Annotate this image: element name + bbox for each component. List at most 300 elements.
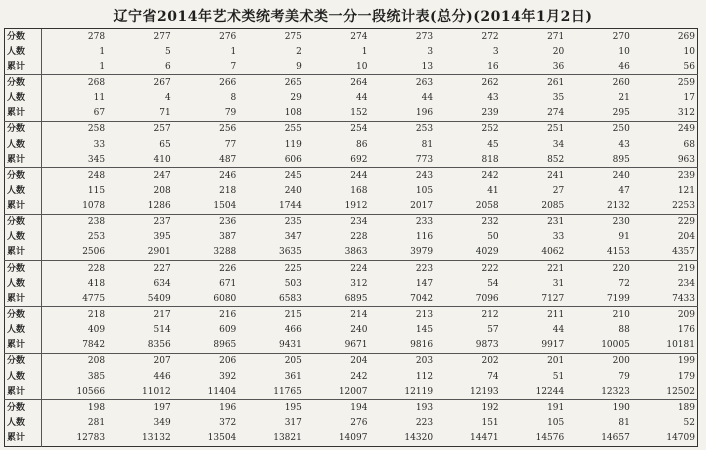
- scores-row: [5, 353, 698, 369]
- count-cell: 409: [42, 323, 108, 338]
- cumulative-cell: 895: [612, 154, 630, 165]
- score-cell: 270: [566, 29, 632, 45]
- cumulative-cell: 2253: [672, 201, 695, 212]
- score-cell: 245: [238, 168, 304, 184]
- score-cell: 220: [566, 261, 632, 277]
- row-label-score: 分数: [5, 75, 42, 91]
- count-cell: 57: [487, 325, 499, 336]
- score-cell: 272: [435, 29, 501, 45]
- count-cell: 361: [284, 371, 302, 382]
- score-cell: 278: [42, 29, 108, 45]
- score-cell: 218: [42, 307, 108, 323]
- count-cell: 385: [42, 369, 108, 384]
- cumulative-cell: 13821: [273, 433, 302, 444]
- cumulative-cell: 1912: [344, 201, 368, 212]
- cumulative-cell: 8356: [147, 340, 171, 351]
- row-label-cumulative: 累计: [7, 293, 26, 304]
- counts-row: [5, 183, 698, 198]
- cumulative-cell: 3863: [344, 247, 368, 258]
- count-cell: 21: [618, 93, 630, 104]
- score-cell: 199: [632, 353, 698, 369]
- cumulative-cell: 6080: [213, 293, 237, 304]
- cumulative-cell: 12119: [404, 386, 434, 397]
- score-cell: 228: [42, 261, 108, 277]
- cumulative-cell: 9671: [344, 340, 368, 351]
- row-label-cumulative: 累计: [7, 201, 26, 212]
- count-cell: 3: [492, 46, 499, 57]
- page-title: 辽宁省2014年艺术类统考美术类一分一段统计表(总分)(2014年1月2日): [113, 9, 593, 25]
- score-cell: 210: [566, 307, 632, 323]
- score-cell: 212: [435, 307, 501, 323]
- row-label-count: 人数: [7, 371, 26, 382]
- score-cell: 247: [107, 168, 173, 184]
- score-cell: 189: [632, 400, 698, 416]
- score-cell: 246: [173, 168, 239, 184]
- count-cell: 91: [618, 232, 630, 243]
- count-cell: 105: [415, 185, 434, 196]
- row-label-score: 分数: [5, 261, 42, 277]
- cumulative-row: [5, 245, 698, 261]
- counts-row: [5, 91, 698, 106]
- score-cell: 217: [107, 307, 173, 323]
- row-label-count: 人数: [7, 139, 26, 150]
- cumulative-cell: 818: [481, 154, 499, 165]
- score-cell: 256: [173, 121, 239, 137]
- count-cell: 31: [552, 278, 565, 289]
- score-cell: 238: [42, 214, 108, 230]
- count-cell: 179: [677, 371, 695, 382]
- score-cell: 263: [369, 75, 435, 91]
- count-cell: 8: [230, 93, 237, 104]
- cumulative-cell: 9917: [541, 340, 565, 351]
- count-cell: 88: [618, 325, 630, 336]
- score-cell: 230: [566, 214, 632, 230]
- score-table: [4, 28, 698, 447]
- count-cell: 218: [219, 185, 237, 196]
- score-cell: 232: [435, 214, 501, 230]
- cumulative-cell: 108: [284, 108, 302, 119]
- count-cell: 1: [42, 44, 108, 59]
- counts-row: [5, 230, 698, 245]
- count-cell: 242: [350, 371, 368, 382]
- cumulative-cell: 9816: [410, 340, 434, 351]
- score-cell: 200: [566, 353, 632, 369]
- score-cell: 260: [566, 75, 632, 91]
- row-label-cumulative: 累计: [7, 108, 26, 119]
- count-cell: 176: [677, 325, 695, 336]
- count-cell: 317: [284, 417, 302, 428]
- score-cell: 261: [501, 75, 567, 91]
- cumulative-cell: 4153: [606, 247, 630, 258]
- count-cell: 418: [42, 276, 108, 291]
- score-cell: 249: [632, 121, 698, 137]
- cumulative-row: [5, 152, 698, 168]
- score-cell: 264: [304, 75, 370, 91]
- row-label-count: 人数: [7, 232, 26, 243]
- cumulative-cell: 3635: [278, 247, 302, 258]
- score-cell: 190: [566, 400, 632, 416]
- count-cell: 52: [683, 417, 695, 428]
- count-cell: 65: [159, 139, 171, 150]
- count-cell: 145: [415, 325, 434, 336]
- score-cell: 273: [369, 29, 435, 45]
- score-cell: 274: [304, 29, 370, 45]
- cumulative-cell: 56: [683, 61, 695, 72]
- row-label-cumulative: 累计: [7, 340, 26, 351]
- row-label-cumulative: 累计: [7, 154, 26, 165]
- count-cell: 281: [42, 415, 108, 430]
- score-cell: 222: [435, 261, 501, 277]
- row-label-count: 人数: [7, 417, 26, 428]
- count-cell: 609: [219, 325, 237, 336]
- counts-row: [5, 415, 698, 430]
- row-label-score: 分数: [5, 307, 42, 323]
- cumulative-cell: 7842: [42, 338, 108, 354]
- score-cell: 237: [107, 214, 173, 230]
- counts-row: [5, 137, 698, 152]
- cumulative-cell: 295: [612, 108, 630, 119]
- cumulative-cell: 7042: [410, 293, 434, 304]
- count-cell: 119: [284, 139, 302, 150]
- count-cell: 234: [677, 278, 695, 289]
- score-cell: 211: [501, 307, 567, 323]
- row-label-count: 人数: [7, 278, 26, 289]
- cumulative-cell: 12783: [42, 430, 108, 446]
- cumulative-cell: 4775: [42, 291, 108, 307]
- score-cell: 214: [304, 307, 370, 323]
- cumulative-cell: 1286: [147, 201, 171, 212]
- score-cell: 196: [173, 400, 239, 416]
- count-cell: 20: [552, 46, 565, 57]
- score-cell: 213: [369, 307, 435, 323]
- score-cell: 198: [42, 400, 108, 416]
- score-cell: 269: [632, 29, 698, 45]
- score-cell: 208: [42, 353, 108, 369]
- cumulative-cell: 4357: [672, 247, 695, 258]
- score-cell: 197: [107, 400, 173, 416]
- count-cell: 240: [350, 325, 368, 336]
- count-cell: 43: [487, 93, 499, 104]
- cumulative-cell: 2132: [606, 201, 630, 212]
- cumulative-cell: 11765: [273, 386, 302, 397]
- score-cell: 265: [238, 75, 304, 91]
- score-cell: 236: [173, 214, 239, 230]
- count-cell: 43: [618, 139, 630, 150]
- count-cell: 50: [487, 232, 499, 243]
- count-cell: 2: [296, 46, 302, 57]
- count-cell: 112: [415, 371, 434, 382]
- score-cell: 258: [42, 121, 108, 137]
- cumulative-cell: 5409: [147, 293, 171, 304]
- counts-row: [5, 323, 698, 338]
- cumulative-cell: 274: [547, 108, 565, 119]
- row-label-count: 人数: [7, 325, 26, 336]
- cumulative-cell: 13504: [207, 433, 237, 444]
- score-cell: 243: [369, 168, 435, 184]
- cumulative-row: [5, 430, 698, 446]
- cumulative-row: [5, 291, 698, 307]
- count-cell: 634: [153, 278, 171, 289]
- cumulative-cell: 2058: [475, 201, 499, 212]
- cumulative-cell: 8965: [213, 340, 237, 351]
- score-cell: 201: [501, 353, 567, 369]
- score-cell: 215: [238, 307, 304, 323]
- cumulative-cell: 14657: [601, 433, 630, 444]
- cumulative-row: [5, 106, 698, 122]
- score-cell: 235: [238, 214, 304, 230]
- score-cell: 219: [632, 261, 698, 277]
- score-cell: 239: [632, 168, 698, 184]
- count-cell: 17: [683, 93, 695, 104]
- count-cell: 47: [618, 185, 630, 196]
- cumulative-cell: 1504: [213, 201, 237, 212]
- scores-row: [5, 168, 698, 184]
- count-cell: 77: [224, 139, 237, 150]
- score-cell: 277: [107, 29, 173, 45]
- count-cell: 466: [284, 325, 302, 336]
- cumulative-cell: 7433: [672, 293, 695, 304]
- cumulative-cell: 345: [42, 152, 108, 168]
- cumulative-cell: 196: [415, 108, 434, 119]
- count-cell: 51: [552, 371, 565, 382]
- score-cell: 250: [566, 121, 632, 137]
- count-cell: 105: [547, 417, 565, 428]
- cumulative-cell: 7: [230, 61, 237, 72]
- count-cell: 72: [618, 278, 630, 289]
- cumulative-cell: 6583: [278, 293, 302, 304]
- score-cell: 221: [501, 261, 567, 277]
- score-cell: 206: [173, 353, 239, 369]
- cumulative-cell: 7127: [541, 293, 565, 304]
- count-cell: 115: [42, 183, 108, 198]
- cumulative-cell: 9: [296, 61, 302, 72]
- cumulative-cell: 9873: [475, 340, 499, 351]
- cumulative-row: [5, 384, 698, 400]
- count-cell: 11: [42, 91, 108, 106]
- score-cell: 257: [107, 121, 173, 137]
- cumulative-cell: 6895: [344, 293, 368, 304]
- score-cell: 248: [42, 168, 108, 184]
- count-cell: 208: [153, 185, 171, 196]
- cumulative-cell: 1: [42, 59, 108, 75]
- counts-row: [5, 276, 698, 291]
- cumulative-cell: 12244: [535, 386, 565, 397]
- score-cell: 223: [369, 261, 435, 277]
- score-cell: 193: [369, 400, 435, 416]
- score-cell: 203: [369, 353, 435, 369]
- score-cell: 191: [501, 400, 567, 416]
- cumulative-cell: 7199: [606, 293, 630, 304]
- cumulative-cell: 2506: [42, 245, 108, 261]
- count-cell: 81: [618, 417, 630, 428]
- row-label-score: 分数: [5, 29, 42, 45]
- score-cell: 234: [304, 214, 370, 230]
- count-cell: 10: [618, 46, 630, 57]
- score-cell: 229: [632, 214, 698, 230]
- cumulative-cell: 2901: [147, 247, 171, 258]
- count-cell: 446: [153, 371, 171, 382]
- cumulative-cell: 2085: [541, 201, 565, 212]
- count-cell: 86: [356, 139, 368, 150]
- scores-row: [5, 261, 698, 277]
- cumulative-cell: 10181: [666, 340, 695, 351]
- cumulative-cell: 12007: [338, 386, 368, 397]
- cumulative-cell: 239: [481, 108, 499, 119]
- score-cell: 194: [304, 400, 370, 416]
- cumulative-cell: 79: [224, 108, 237, 119]
- cumulative-cell: 12323: [601, 386, 630, 397]
- count-cell: 116: [415, 232, 434, 243]
- count-cell: 74: [487, 371, 499, 382]
- count-cell: 4: [164, 93, 171, 104]
- cumulative-cell: 2017: [410, 201, 434, 212]
- score-cell: 254: [304, 121, 370, 137]
- cumulative-cell: 606: [284, 154, 302, 165]
- cumulative-cell: 11012: [142, 386, 171, 397]
- cumulative-cell: 71: [159, 108, 171, 119]
- score-cell: 251: [501, 121, 567, 137]
- score-cell: 271: [501, 29, 567, 45]
- cumulative-cell: 7096: [475, 293, 499, 304]
- cumulative-cell: 12193: [470, 386, 499, 397]
- row-label-cumulative: 累计: [7, 433, 26, 444]
- score-cell: 268: [42, 75, 108, 91]
- cumulative-cell: 1078: [42, 198, 108, 214]
- cumulative-cell: 6: [164, 61, 171, 72]
- count-cell: 1: [230, 46, 237, 57]
- score-cell: 207: [107, 353, 173, 369]
- score-cell: 255: [238, 121, 304, 137]
- cumulative-cell: 14097: [338, 433, 368, 444]
- score-cell: 275: [238, 29, 304, 45]
- score-cell: 266: [173, 75, 239, 91]
- score-cell: 242: [435, 168, 501, 184]
- counts-row: [5, 369, 698, 384]
- score-cell: 204: [304, 353, 370, 369]
- count-cell: 54: [487, 278, 499, 289]
- score-cell: 233: [369, 214, 435, 230]
- count-cell: 514: [153, 325, 171, 336]
- cumulative-cell: 963: [677, 154, 695, 165]
- cumulative-cell: 13132: [142, 433, 171, 444]
- score-cell: 205: [238, 353, 304, 369]
- count-cell: 276: [350, 417, 368, 428]
- cumulative-cell: 312: [677, 108, 695, 119]
- count-cell: 503: [284, 278, 302, 289]
- count-cell: 41: [487, 185, 499, 196]
- cumulative-cell: 152: [350, 108, 368, 119]
- score-cell: 267: [107, 75, 173, 91]
- count-cell: 349: [153, 417, 171, 428]
- count-cell: 81: [421, 139, 434, 150]
- cumulative-cell: 692: [350, 154, 368, 165]
- count-cell: 10: [683, 46, 695, 57]
- score-cell: 202: [435, 353, 501, 369]
- cumulative-cell: 9431: [278, 340, 302, 351]
- cumulative-cell: 4029: [475, 247, 499, 258]
- row-label-score: 分数: [5, 353, 42, 369]
- count-cell: 68: [683, 139, 695, 150]
- count-cell: 33: [552, 232, 565, 243]
- score-cell: 226: [173, 261, 239, 277]
- scores-row: [5, 121, 698, 137]
- count-cell: 35: [552, 93, 565, 104]
- row-label-score: 分数: [5, 214, 42, 230]
- count-cell: 228: [350, 232, 368, 243]
- score-cell: 244: [304, 168, 370, 184]
- cumulative-cell: 3979: [410, 247, 434, 258]
- cumulative-cell: 3288: [213, 247, 237, 258]
- count-cell: 27: [552, 185, 565, 196]
- cumulative-row: [5, 338, 698, 354]
- cumulative-cell: 852: [547, 154, 565, 165]
- count-cell: 29: [290, 93, 302, 104]
- row-label-count: 人数: [7, 46, 26, 57]
- cumulative-cell: 1744: [278, 201, 302, 212]
- cumulative-cell: 410: [153, 154, 171, 165]
- score-cell: 262: [435, 75, 501, 91]
- cumulative-cell: 10005: [601, 340, 630, 351]
- count-cell: 1: [361, 46, 368, 57]
- row-label-score: 分数: [5, 121, 42, 137]
- cumulative-cell: 12502: [666, 386, 695, 397]
- count-cell: 671: [219, 278, 237, 289]
- cumulative-cell: 11404: [207, 386, 237, 397]
- cumulative-cell: 16: [487, 61, 499, 72]
- cumulative-cell: 36: [552, 61, 565, 72]
- score-cell: 216: [173, 307, 239, 323]
- cumulative-cell: 14320: [404, 433, 434, 444]
- count-cell: 240: [284, 185, 302, 196]
- count-cell: 34: [552, 139, 565, 150]
- cumulative-cell: 67: [42, 106, 108, 122]
- scores-row: [5, 29, 698, 45]
- count-cell: 44: [421, 93, 434, 104]
- count-cell: 395: [153, 232, 171, 243]
- score-cell: 240: [566, 168, 632, 184]
- score-cell: 231: [501, 214, 567, 230]
- count-cell: 372: [219, 417, 237, 428]
- row-label-count: 人数: [7, 93, 26, 104]
- scores-row: [5, 75, 698, 91]
- row-label-score: 分数: [5, 168, 42, 184]
- cumulative-row: [5, 198, 698, 214]
- count-cell: 33: [42, 137, 108, 152]
- score-cell: 209: [632, 307, 698, 323]
- cumulative-cell: 487: [219, 154, 237, 165]
- cumulative-cell: 14576: [535, 433, 565, 444]
- counts-row: [5, 44, 698, 59]
- score-cell: 225: [238, 261, 304, 277]
- count-cell: 147: [415, 278, 434, 289]
- score-cell: 195: [238, 400, 304, 416]
- score-cell: 259: [632, 75, 698, 91]
- count-cell: 347: [284, 232, 302, 243]
- cumulative-cell: 13: [421, 61, 434, 72]
- row-label-cumulative: 累计: [7, 61, 26, 72]
- count-cell: 253: [42, 230, 108, 245]
- count-cell: 45: [487, 139, 499, 150]
- row-label-cumulative: 累计: [7, 386, 26, 397]
- cumulative-cell: 4062: [541, 247, 565, 258]
- cumulative-cell: 14709: [666, 433, 695, 444]
- cumulative-cell: 14471: [470, 433, 499, 444]
- count-cell: 44: [552, 325, 565, 336]
- row-label-cumulative: 累计: [7, 247, 26, 258]
- count-cell: 79: [618, 371, 630, 382]
- scores-row: [5, 307, 698, 323]
- count-cell: 204: [677, 232, 695, 243]
